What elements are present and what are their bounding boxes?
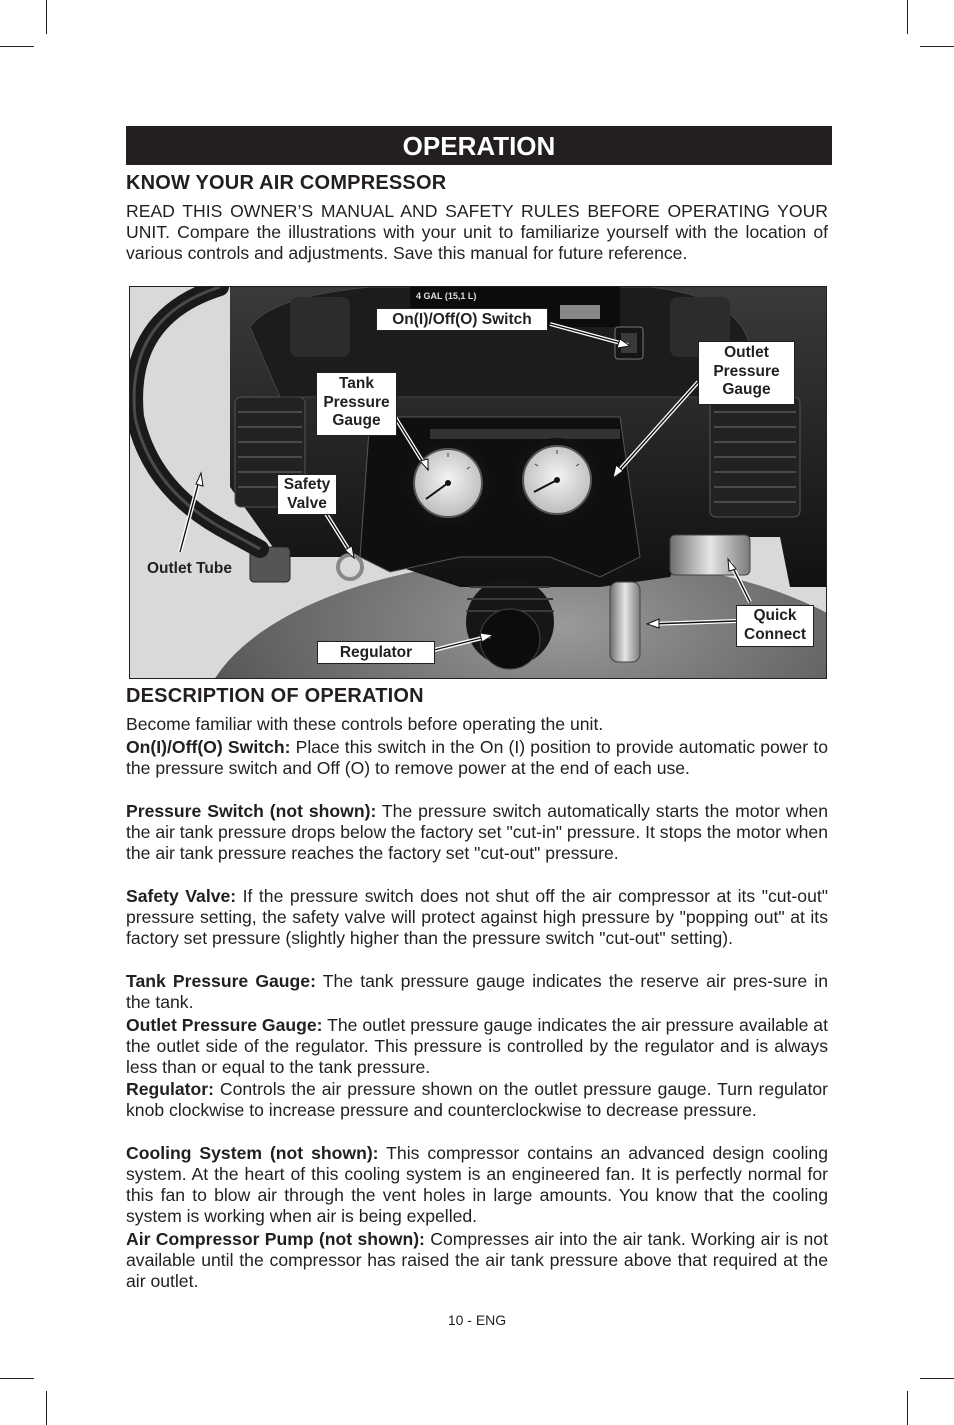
desc-text: The tank pressure gauge indicates the reserve air pres-sure in the tank. — [126, 971, 828, 1012]
crop-mark — [46, 0, 47, 34]
section-banner: OPERATION — [126, 126, 832, 165]
crop-mark — [907, 0, 908, 34]
desc-text: The outlet pressure gauge indicates the air pressure available at the outlet side of the regulator. This pressure is controlled by the regulator and is always less than or equal to the tank pressure. — [126, 1015, 828, 1077]
desc-text: Compresses air into the air tank. Working air is not available until the compressor has raised the air tank pressure above that required at the air outlet. — [126, 1229, 828, 1291]
regulator-callout: Regulator — [317, 641, 435, 664]
desc-term: On(I)/Off(O) Switch: — [126, 737, 291, 757]
know-heading: KNOW YOUR AIR COMPRESSOR — [126, 172, 447, 194]
desc-text: The pressure switch automatically starts the motor when the air tank pressure drops below the factory set "cut-in" pressure. It stops the motor when the air tank pressure reaches the factory set "cut-out" pressure. — [126, 801, 828, 863]
desc-item-cooling — [126, 1143, 828, 1227]
desc-term: Tank Pressure Gauge: — [126, 971, 316, 991]
quick-connect-callout — [736, 605, 814, 647]
desc-term: Safety Valve: — [126, 886, 237, 906]
desc-term: Pressure Switch (not shown): — [126, 801, 377, 821]
desc-item-pump — [126, 1229, 828, 1292]
crop-mark — [0, 1378, 34, 1379]
desc-text: If the pressure switch does not shut off the air compressor at its "cut-out" pressure setting, the safety valve will protect against high pressure by "popping out" at its factory set pressure (slightly higher than the pressure switch "cut-out" setting). — [126, 886, 828, 948]
callout-line: Gauge — [332, 412, 381, 429]
outlet-gauge-callout — [698, 341, 795, 405]
callout-line: Pressure — [713, 362, 780, 380]
outlet-tube-label: Outlet Tube — [147, 560, 232, 577]
tank-gauge-callout — [316, 372, 397, 436]
desc-item-regulator — [126, 1079, 828, 1121]
callout-line: Safety — [283, 476, 331, 493]
callout-line: Tank — [338, 375, 375, 392]
desc-text: This compressor contains an advanced design cooling system. At the heart of this cooling system is an engineered fan. It is perfectly normal for this fan to blow air through the vent holes in large amounts. You know that the cooling system is working when air is being expelled. — [126, 1143, 828, 1226]
crop-mark — [46, 1391, 47, 1425]
page-number: 10 - ENG — [447, 1312, 507, 1328]
callout-line: Pressure — [323, 393, 390, 411]
compressor-figure — [129, 286, 827, 679]
desc-term: Outlet Pressure Gauge: — [126, 1015, 323, 1035]
desc-item-pressure-switch — [126, 801, 828, 864]
crop-mark — [0, 46, 34, 47]
callout-line: Outlet — [724, 344, 769, 361]
description-intro: Become familiar with these controls before operating the unit. — [126, 714, 604, 734]
desc-term: Cooling System (not shown): — [126, 1143, 379, 1163]
desc-term: Regulator: — [126, 1079, 214, 1099]
callout-line: Valve — [287, 494, 327, 512]
desc-item-safety-valve — [126, 886, 828, 949]
desc-text: Place this switch in the On (I) position to provide automatic power to the pressure switch and Off (O) to remove power at the end of each use. — [126, 737, 828, 778]
callout-line: Connect — [744, 625, 806, 643]
crop-mark — [907, 1391, 908, 1425]
tank-capacity-text: 4 GAL (15,1 L) — [416, 291, 477, 301]
desc-term: Air Compressor Pump (not shown): — [126, 1229, 425, 1249]
know-intro: READ THIS OWNER’S MANUAL AND SAFETY RULES BEFORE OPERATING YOUR UNIT. Compare the illustrations with your unit to familiarize yourself with the location of various controls and adjustments. Save this manual for future reference. — [126, 201, 828, 263]
desc-text: Controls the air pressure shown on the outlet pressure gauge. Turn regulator knob clockwise to increase pressure and counterclockwise to decrease pressure. — [126, 1079, 828, 1120]
crop-mark — [920, 1378, 954, 1379]
desc-item-switch — [126, 737, 828, 779]
description-heading: DESCRIPTION OF OPERATION — [126, 685, 424, 707]
callout-line: Quick — [753, 607, 797, 624]
crop-mark — [920, 46, 954, 47]
callout-line: Gauge — [722, 381, 771, 398]
desc-item-outlet-gauge — [126, 1015, 828, 1078]
switch-callout: On(I)/Off(O) Switch — [376, 308, 548, 331]
desc-item-tank-gauge — [126, 971, 828, 1013]
safety-valve-callout — [277, 474, 337, 515]
